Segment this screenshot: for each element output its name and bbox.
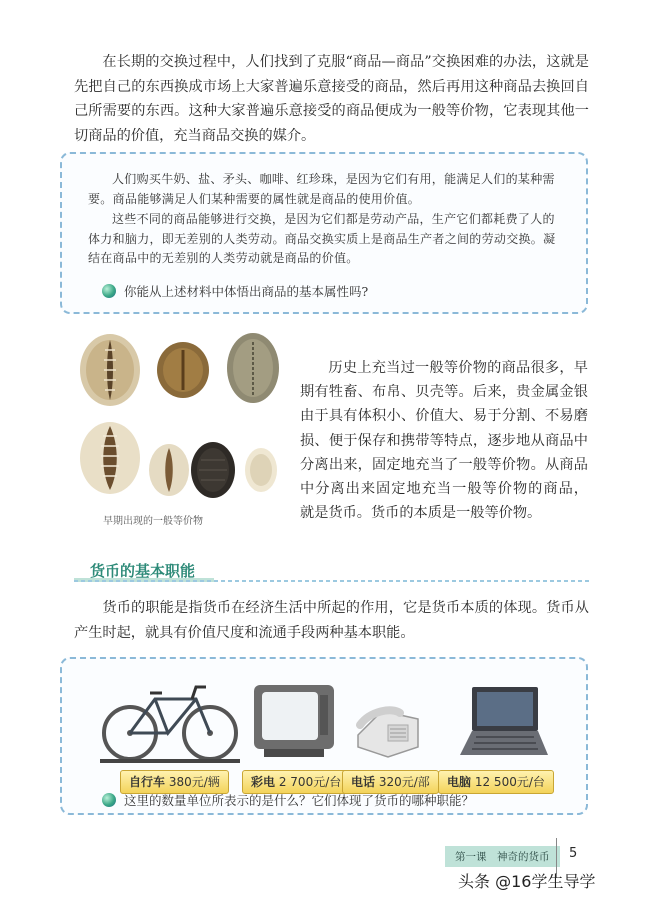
watermark-text: 头条 @16学生导学: [458, 872, 596, 891]
cowrie-shell-2-icon: [80, 422, 140, 494]
stone-shell-icon: [227, 333, 279, 403]
telephone-icon: [352, 705, 422, 761]
question-bullet-icon: [102, 793, 116, 807]
material-question-text: 你能从上述材料中体悟出商品的基本属性吗?: [124, 284, 369, 299]
intro-paragraph: 在长期的交换过程中，人们找到了克服“商品—商品”交换困难的办法，这就是先把自己的东西换成市场上大家普遍乐意接受的商品，然后再用这种商品去换回自己所需要的东西。这种大家普遍乐意接受的商品便成为一般等价物，它表现其他一切商品的价值，充当商品交换的媒介。: [74, 54, 589, 144]
item-name-tv: 彩电: [251, 775, 276, 789]
item-price-bicycle: 380元/辆: [168, 775, 220, 789]
item-price-tv: 2 700元/台: [278, 775, 342, 789]
section-header: [74, 558, 589, 582]
shell-money-image: [75, 330, 285, 512]
footer-lesson: [445, 845, 560, 867]
television-icon: [252, 683, 338, 763]
cowrie-shell-3-icon: [149, 444, 189, 496]
history-paragraph: 历史上充当过一般等价物的商品很多，早期有牲畜、布帛、贝壳等。后来，贵金属金银由于具有体积小、价值大、易于分割、不易磨损、便于保存和携带等特点，逐步地从商品中分离出来，固定地充当了一般等价物。从商品中分离出来固定地充当一般等价物的商品， 就是货币。货币的本质是一般等价物。: [300, 360, 588, 522]
bicycle-icon: [100, 675, 240, 763]
dark-shell-icon: [191, 442, 235, 498]
item-name-bicycle: 自行车: [129, 775, 166, 789]
item-name-phone: 电话: [351, 775, 376, 789]
item-price-laptop: 12 500元/台: [474, 775, 545, 789]
price-question-text: 这里的数量单位所表示的是什么？它们体现了货币的哪种职能？: [124, 793, 475, 808]
price-box: [60, 657, 588, 815]
small-shell-icon: [245, 448, 277, 492]
bronze-shell-icon: [157, 342, 209, 398]
item-name-laptop: 电脑: [447, 775, 472, 789]
laptop-icon: [458, 685, 548, 761]
item-price-phone: 320元/部: [378, 775, 430, 789]
material-box: [60, 152, 588, 314]
material-text-1: 人们购买牛奶、盐、矛头、咖啡、红珍珠，是因为它们有用，能满足人们的某种需要。商品能够满足人们某种需要的属性就是商品的使用价值。: [88, 172, 555, 206]
cowrie-shell-1-icon: [80, 334, 140, 406]
function-paragraph: 货币的职能是指货币在经济生活中所起的作用，它是货币本质的体现。货币从产生时起，就具有价值尺度和流通手段两种基本职能。: [74, 600, 589, 641]
goods-illustrations: [62, 675, 586, 789]
material-question: [102, 282, 368, 300]
shells-illustration: [75, 330, 285, 512]
price-question: [102, 791, 474, 809]
image-caption: 早期出现的一般等价物: [103, 516, 203, 527]
section-title: 货币的基本职能: [90, 562, 196, 580]
footer-lesson-label: 第一课 神奇的货币: [445, 846, 560, 867]
question-bullet-icon: [102, 284, 116, 298]
page-number: 5: [569, 846, 578, 861]
material-text-2: 这些不同的商品能够进行交换，是因为它们都是劳动产品，生产它们都耗费了人的体力和脑力，即无差别的人类劳动。商品交换实质上是商品生产者之间的劳动交换。凝结在商品中的无差别的人类劳动就是商品的价值。: [88, 212, 556, 265]
